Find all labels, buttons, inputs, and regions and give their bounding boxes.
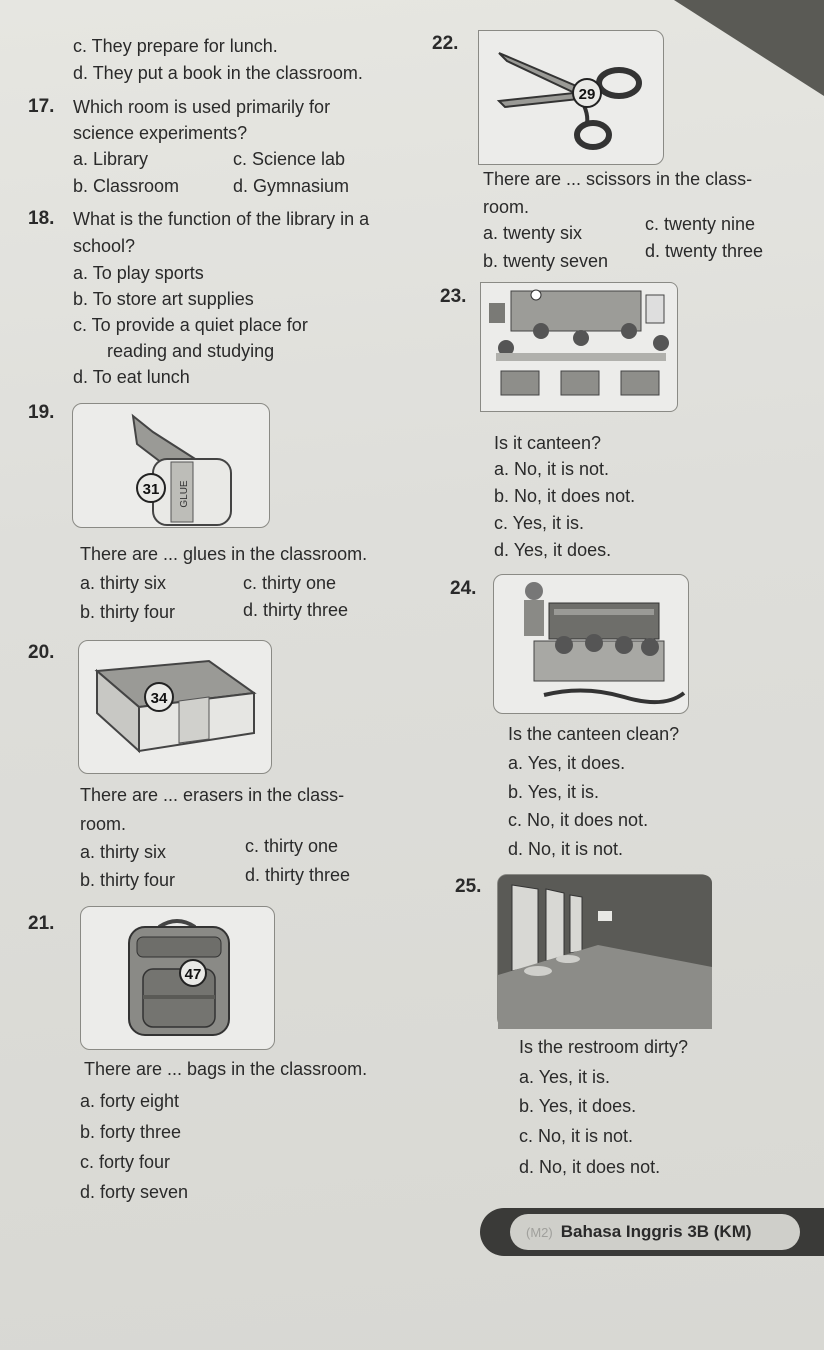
classroom-illustration [481,283,679,413]
eraser-icon [79,641,273,775]
q25-stem: Is the restroom dirty? [519,1037,689,1057]
restroom-illustration [498,875,712,1029]
q24-option-a: a. Yes, it does. [508,753,626,773]
q21-stem: There are ... bags in the classroom. [84,1059,368,1079]
q23-number: 23. [440,286,467,307]
q24-option-b: b. Yes, it is. [508,782,600,802]
q20-count-badge: 34 [150,690,168,707]
q17-number: 17. [28,96,55,117]
q25-image-frame [497,874,711,1028]
q19-option-a: a. thirty six [80,573,167,593]
q18-question-line2: school? [73,236,136,256]
q18-number: 18. [28,208,55,229]
footer-title: Bahasa Inggris 3B (KM) [560,1222,752,1241]
q20-stem-line1: There are ... erasers in the class- [80,785,345,805]
q20-option-c: c. thirty one [245,836,339,856]
q25-option-d: d. No, it does not. [519,1157,661,1177]
q17-question-line1: Which room is used primarily for [73,97,331,117]
q22-number: 22. [432,33,459,54]
q24-number: 24. [450,578,477,599]
footer-label [510,1214,800,1250]
q17-option-a: a. Library [73,149,149,169]
q19-image-frame [72,403,270,528]
q21-count-badge: 47 [184,966,202,983]
q16-option-d: d. They put a book in the classroom. [73,63,363,83]
q19-number: 19. [28,402,55,423]
page-corner-shadow [674,0,824,96]
q23-option-a: a. No, it is not. [494,459,610,479]
q18-option-a: a. To play sports [73,263,204,283]
q21-option-a: a. forty eight [80,1091,180,1111]
q21-option-b: b. forty three [80,1122,182,1142]
q19-count-badge: 31 [142,481,160,498]
q25-option-b: b. Yes, it does. [519,1096,637,1116]
q21-number: 21. [28,913,55,934]
q21-option-d: d. forty seven [80,1182,189,1202]
q25-option-a: a. Yes, it is. [519,1067,611,1087]
q23-stem: Is it canteen? [494,433,602,453]
backpack-icon [81,907,276,1051]
q24-image-frame [493,574,689,714]
q19-stem: There are ... glues in the classroom. [80,544,368,564]
q17-question-line2: science experiments? [73,123,248,143]
q18-option-d: d. To eat lunch [73,367,190,387]
glue-bottle-icon [73,404,271,529]
q22-option-d: d. twenty three [645,241,764,261]
q22-image-frame [478,30,664,165]
q22-stem-line2: room. [483,197,530,217]
q20-number: 20. [28,642,55,663]
footer-prefix: (M2) [526,1224,553,1240]
q19-option-c: c. thirty one [243,573,337,593]
q23-option-d: d. Yes, it does. [494,540,612,560]
q19-option-b: b. thirty four [80,602,176,622]
q18-option-b: b. To store art supplies [73,289,254,309]
q22-stem-line1: There are ... scissors in the class- [483,169,753,189]
q22-option-a: a. twenty six [483,223,583,243]
q20-option-a: a. thirty six [80,842,167,862]
canteen-illustration [494,575,690,715]
q21-image-frame [80,906,275,1050]
q24-stem: Is the canteen clean? [508,724,680,744]
q22-option-c: c. twenty nine [645,214,756,234]
q23-option-b: b. No, it does not. [494,486,636,506]
q20-option-b: b. thirty four [80,870,176,890]
q17-option-d: d. Gymnasium [233,176,350,196]
q22-count-badge: 29 [578,86,596,103]
q24-option-c: c. No, it does not. [508,810,649,830]
q25-number: 25. [455,876,482,897]
q20-option-d: d. thirty three [245,865,351,885]
q25-option-c: c. No, it is not. [519,1126,634,1146]
q23-image-frame [480,282,678,412]
q16-option-c: c. They prepare for lunch. [73,36,278,56]
q22-option-b: b. twenty seven [483,251,609,271]
q18-option-c-line2: reading and studying [107,341,275,361]
q20-stem-line2: room. [80,814,127,834]
q18-option-c-line1: c. To provide a quiet place for [73,315,308,335]
q20-image-frame [78,640,272,774]
q21-option-c: c. forty four [80,1152,171,1172]
scissors-icon [479,31,665,166]
q17-option-b: b. Classroom [73,176,180,196]
q18-question-line1: What is the function of the library in a [73,209,370,229]
q19-option-d: d. thirty three [243,600,349,620]
q23-option-c: c. Yes, it is. [494,513,585,533]
q17-option-c: c. Science lab [233,149,346,169]
q19-glue-label: GLUE [179,480,190,508]
q24-option-d: d. No, it is not. [508,839,624,859]
